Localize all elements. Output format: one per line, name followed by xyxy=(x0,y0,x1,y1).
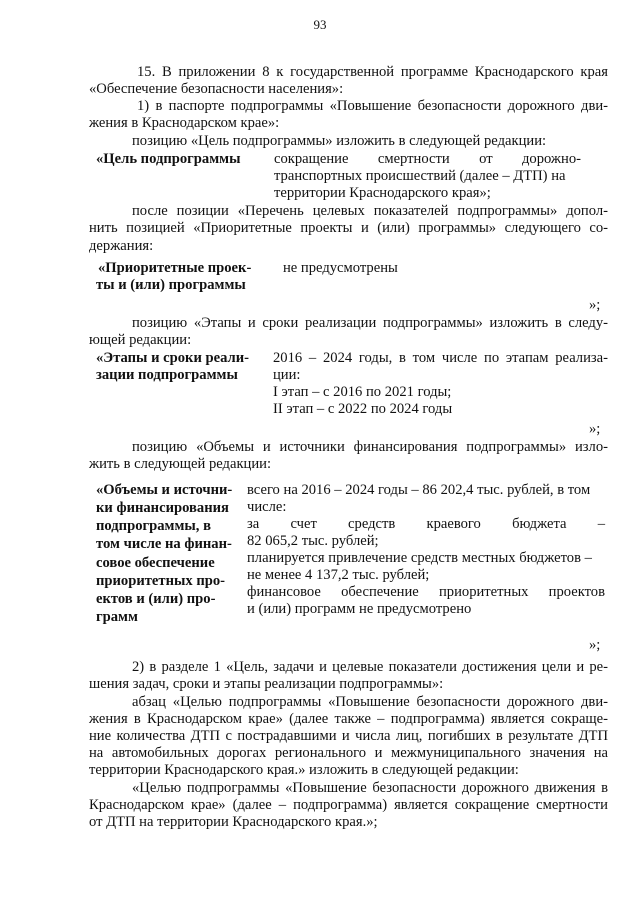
priority-label: ты и (или) программы xyxy=(96,277,246,293)
paragraph-line: 15. В приложении 8 к государственной программе Краснодарского края xyxy=(137,64,608,80)
paragraph-line: ние количества ДТП с пострадавшими и числа лиц, погибших в результате ДТП xyxy=(89,728,608,744)
goal-value-line: транспортных происшествий (далее – ДТП) на xyxy=(274,168,566,184)
goal-label: «Цель подпрограммы xyxy=(96,151,241,167)
paragraph-line: абзац «Целью подпрограммы «Повышение безопасности дорожного дви- xyxy=(132,694,608,710)
paragraph-line: «Обеспечение безопасности населения»: xyxy=(89,81,344,97)
paragraph-line: жения в Краснодарском крае»: xyxy=(89,115,280,131)
stages-label: «Этапы и сроки реали- xyxy=(96,350,249,366)
volumes-label: ки финансирования xyxy=(96,500,229,516)
paragraph-line: территории Краснодарского края.» изложить в следующей редакции: xyxy=(89,762,519,778)
volumes-value-line: за счет средств краевого бюджета – xyxy=(247,516,605,532)
paragraph-line: после позиции «Перечень целевых показателей подпрограммы» допол- xyxy=(132,203,608,219)
paragraph-line: нить позицией «Приоритетные проекты и (или) программы» следующего со- xyxy=(89,220,608,236)
volumes-label: подпрограммы, в xyxy=(96,518,211,534)
volumes-label: ектов и (или) про- xyxy=(96,591,216,607)
volumes-value-line: числе: xyxy=(247,499,287,515)
paragraph-line: жения в Краснодарском крае» (далее также – подпрограмма) является сокраще- xyxy=(89,711,608,727)
volumes-value-line: 82 065,2 тыс. рублей; xyxy=(247,533,379,549)
volumes-label: приоритетных про- xyxy=(96,573,225,589)
paragraph-line: позицию «Этапы и сроки реализации подпрограммы» изложить в следу- xyxy=(132,315,608,331)
goal-value-line: территории Краснодарского края»; xyxy=(274,185,491,201)
volumes-label: том числе на финан- xyxy=(96,536,232,552)
volumes-label: совое обеспечение xyxy=(96,555,215,571)
paragraph-line: 1) в паспорте подпрограммы «Повышение безопасности дорожного дви- xyxy=(137,98,608,114)
paragraph-line: Краснодарском крае» (далее – подпрограмма) является сокращение смертности xyxy=(89,797,608,813)
goal-value-line: сокращение смертности от дорожно- xyxy=(274,151,581,167)
volumes-value-line: и (или) программ не предусмотрено xyxy=(247,601,472,617)
stages-label: зации подпрограммы xyxy=(96,367,238,383)
closing-quote: »; xyxy=(589,297,601,313)
closing-quote: »; xyxy=(589,637,601,653)
volumes-value-line: всего на 2016 – 2024 годы – 86 202,4 тыс. рублей, в том xyxy=(247,482,591,498)
priority-label: «Приоритетные проек- xyxy=(98,260,252,276)
priority-value: не предусмотрены xyxy=(283,260,398,276)
volumes-value-line: планируется привлечение средств местных бюджетов – xyxy=(247,550,592,566)
volumes-label: грамм xyxy=(96,609,138,625)
volumes-label: «Объемы и источни- xyxy=(96,482,233,498)
paragraph-line: позицию «Цель подпрограммы» изложить в следующей редакции: xyxy=(132,133,547,149)
paragraph-line: жить в следующей редакции: xyxy=(89,456,272,472)
paragraph-line: от ДТП на территории Краснодарского края.»; xyxy=(89,814,378,830)
paragraph-line: держания: xyxy=(89,238,154,254)
paragraph-line: «Целью подпрограммы «Повышение безопасности дорожного движения в xyxy=(132,780,608,796)
volumes-value-line: финансовое обеспечение приоритетных проектов xyxy=(247,584,605,600)
stages-value-line: 2016 – 2024 годы, в том числе по этапам реализа- xyxy=(273,350,608,366)
paragraph-line: позицию «Объемы и источники финансирования подпрограммы» изло- xyxy=(132,439,608,455)
page-number: 93 xyxy=(313,17,327,32)
stages-value-line: II этап – с 2022 по 2024 годы xyxy=(273,401,453,417)
paragraph-line: шения задач, сроки и этапы реализации подпрограммы»: xyxy=(89,676,444,692)
paragraph-line: ющей редакции: xyxy=(89,332,192,348)
closing-quote: »; xyxy=(589,421,601,437)
paragraph-line: на автомобильных дорогах регионального и межмуниципального значения на xyxy=(89,745,608,761)
stages-value-line: ции: xyxy=(273,367,301,383)
volumes-value-line: не менее 4 137,2 тыс. рублей; xyxy=(247,567,430,583)
stages-value-line: I этап – с 2016 по 2021 годы; xyxy=(273,384,452,400)
paragraph-line: 2) в разделе 1 «Цель, задачи и целевые показатели достижения цели и ре- xyxy=(132,659,608,675)
